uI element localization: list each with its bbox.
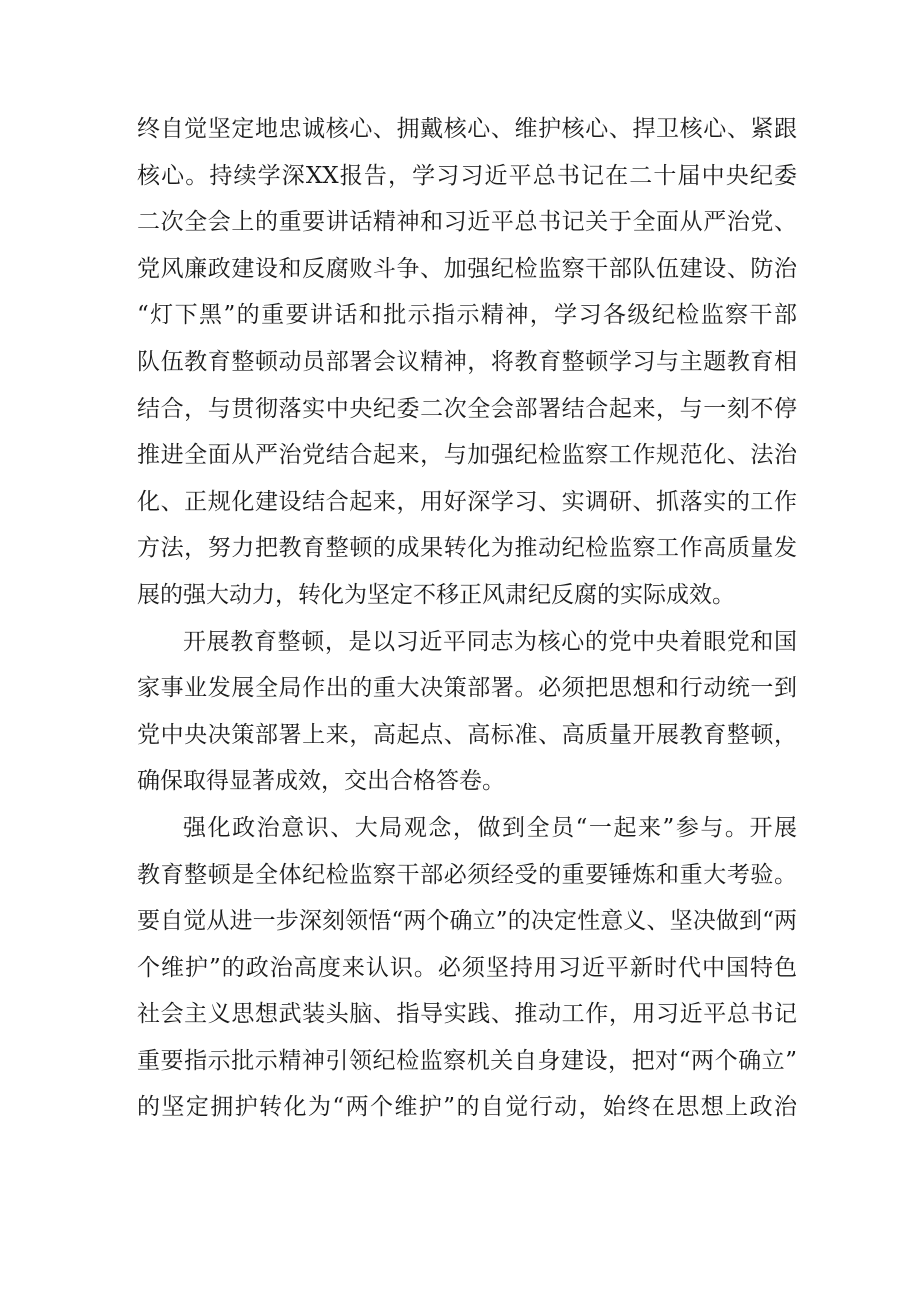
paragraph-line: 家事业发展全局作出的重大决策部署。必须把思想和行动统一到 [137,675,797,702]
paragraph-line: 核心。持续学深XX报告，学习习近平总书记在二十届中央纪委 [137,162,797,189]
paragraph-line: 展的强大动力，转化为坚定不移正风肃纪反腐的实际成效。 [137,581,735,608]
paragraph-line: 的坚定拥护转化为“两个维护”的自觉行动，始终在思想上政治 [137,1094,797,1121]
paragraph-line: 推进全面从严治党结合起来，与加强纪检监察工作规范化、法治 [137,442,797,469]
paragraph-line: 化、正规化建设结合起来，用好深学习、实调研、抓落实的工作 [137,488,797,515]
paragraph-line: 党中央决策部署上来，高起点、高标准、高质量开展教育整顿， [137,721,797,748]
paragraph-line: 队伍教育整顿动员部署会议精神，将教育整顿学习与主题教育相 [137,348,797,375]
paragraph-line: 确保取得显著成效，交出合格答卷。 [137,768,505,795]
paragraph-line: “灯下黑”的重要讲话和批示指示精神，学习各级纪检监察干部 [137,302,797,329]
paragraph-line: 党风廉政建设和反腐败斗争、加强纪检监察干部队伍建设、防治 [137,255,797,282]
paragraph-3 [137,805,797,1131]
paragraph-line: 结合，与贯彻落实中央纪委二次全会部署结合起来，与一刻不停 [137,395,797,422]
paragraph-line: 教育整顿是全体纪检监察干部必须经受的重要锤炼和重大考验。 [137,861,797,888]
paragraph-1 [137,106,797,619]
paragraph-line: 方法，努力把教育整顿的成果转化为推动纪检监察工作高质量发 [137,535,797,562]
paragraph-line: 强化政治意识、大局观念，做到全员“一起来”参与。开展 [183,814,797,841]
paragraph-line: 个维护”的政治高度来认识。必须坚持用习近平新时代中国特色 [137,954,797,981]
document-body [137,106,797,1131]
paragraph-line: 重要指示批示精神引领纪检监察机关自身建设，把对“两个确立” [137,1047,797,1074]
paragraph-line: 终自觉坚定地忠诚核心、拥戴核心、维护核心、捍卫核心、紧跟 [137,116,797,142]
paragraph-line: 开展教育整顿，是以习近平同志为核心的党中央着眼党和国 [183,628,797,655]
paragraph-line: 社会主义思想武装头脑、指导实践、推动工作，用习近平总书记 [137,1001,797,1028]
paragraph-line: 要自觉从进一步深刻领悟“两个确立”的决定性意义、坚决做到“两 [137,908,797,935]
paragraph-2 [137,619,797,805]
paragraph-line: 二次全会上的重要讲话精神和习近平总书记关于全面从严治党、 [137,209,797,236]
